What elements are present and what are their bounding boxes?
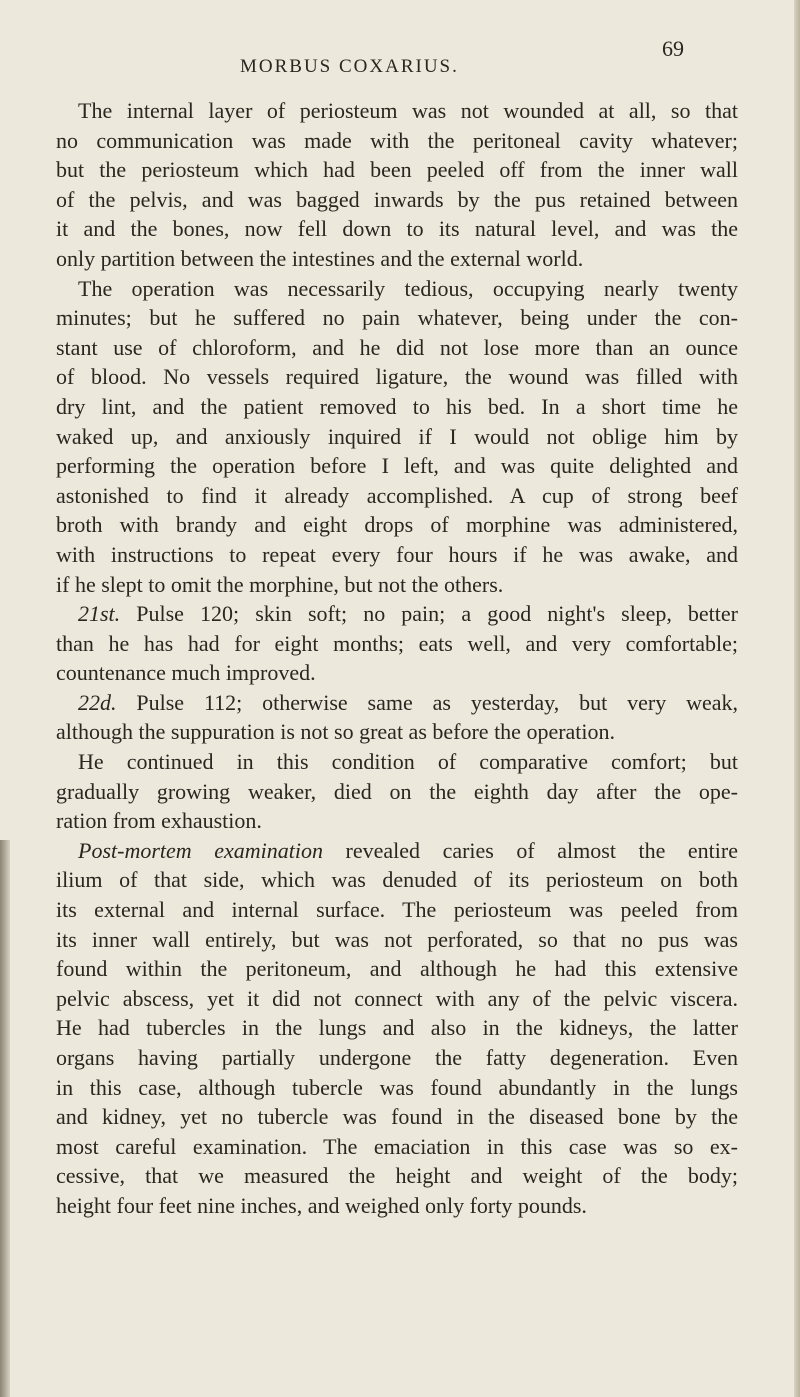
text-line: if he slept to omit the morphine, but not the others. [56,571,504,597]
date-lead: 21st. [78,601,121,627]
text-line [56,688,738,718]
text-line: height four feet nine inches, and weighed only forty pounds. [56,1192,587,1218]
text-line: gradually growing weaker, died on the eighth day after the ope- [56,778,738,804]
page-binding-shadow [0,840,10,1397]
paragraph [56,96,738,274]
text-line: it and the bones, now fell down to its natural level, and was the [56,216,738,242]
text-line: dry lint, and the patient removed to his bed. In a short time he [56,393,738,419]
date-lead: 22d. [78,689,117,715]
text-span: Pulse 112; otherwise same as yesterday, but very weak, [116,689,738,715]
text-line [56,599,738,629]
text-line: than he has had for eight months; eats well, and very comfortable; [56,630,738,656]
text-line: waked up, and anxiously inquired if I would not oblige him by [56,423,738,449]
text-line: but the periosteum which had been peeled off from the inner wall [56,157,738,183]
text-line: countenance much improved. [56,660,316,686]
paragraph [56,747,738,836]
text-line: cessive, that we measured the height and weight of the body; [56,1163,738,1189]
text-line: no communication was made with the peritoneal cavity whatever; [56,127,738,153]
section-lead: Post-mortem examination [78,837,323,863]
text-line: found within the peritoneum, and although he had this extensive [56,956,738,982]
text-line: astonished to find it already accomplished. A cup of strong beef [56,482,738,508]
text-line: only partition between the intestines and the external world. [56,245,584,271]
text-line: The operation was necessarily tedious, occupying nearly twenty [78,275,738,301]
text-line: minutes; but he suffered no pain whatever, being under the con- [56,305,738,331]
text-line: stant use of chloroform, and he did not lose more than an ounce [56,334,738,360]
text-line: He continued in this condition of comparative comfort; but [78,749,738,775]
text-line: He had tubercles in the lungs and also in the kidneys, the latter [56,1015,738,1041]
page-edge-shadow [794,0,800,1397]
text-line: although the suppuration is not so great as before the operation. [56,719,616,745]
page-number: 69 [662,36,684,61]
paragraph [56,836,738,1221]
text-line: broth with brandy and eight drops of morphine was administered, [56,512,738,538]
text-line: The internal layer of periosteum was not wounded at all, so that [78,98,738,123]
paragraph [56,599,738,688]
text-line: its inner wall entirely, but was not perforated, so that no pus was [56,926,738,952]
text-line: ration from exhaustion. [56,808,262,834]
paragraph [56,274,738,600]
text-line: its external and internal surface. The periosteum was peeled from [56,897,738,923]
text-span: revealed caries of almost the entire [322,837,739,863]
text-span: Pulse 120; skin soft; no pain; a good night's sleep, better [120,601,738,627]
text-line: performing the operation before I left, and was quite delighted and [56,453,738,479]
body-text [56,96,738,1221]
text-line [56,836,738,866]
text-line: in this case, although tubercle was found abundantly in the lungs [56,1074,738,1100]
text-line: ilium of that side, which was denuded of its periosteum on both [56,867,738,893]
text-line: with instructions to repeat every four hours if he was awake, and [56,541,738,567]
running-title: MORBUS COXARIUS. [240,56,459,77]
text-line: and kidney, yet no tubercle was found in the diseased bone by the [56,1104,738,1130]
running-head [0,36,800,86]
text-line: of blood. No vessels required ligature, the wound was filled with [56,364,738,390]
text-line: pelvic abscess, yet it did not connect with any of the pelvic viscera. [56,985,738,1011]
text-line: most careful examination. The emaciation in this case was so ex- [56,1133,738,1159]
text-line: organs having partially undergone the fatty degeneration. Even [56,1045,738,1070]
paragraph [56,688,738,747]
text-line: of the pelvis, and was bagged inwards by the pus retained between [56,186,738,212]
